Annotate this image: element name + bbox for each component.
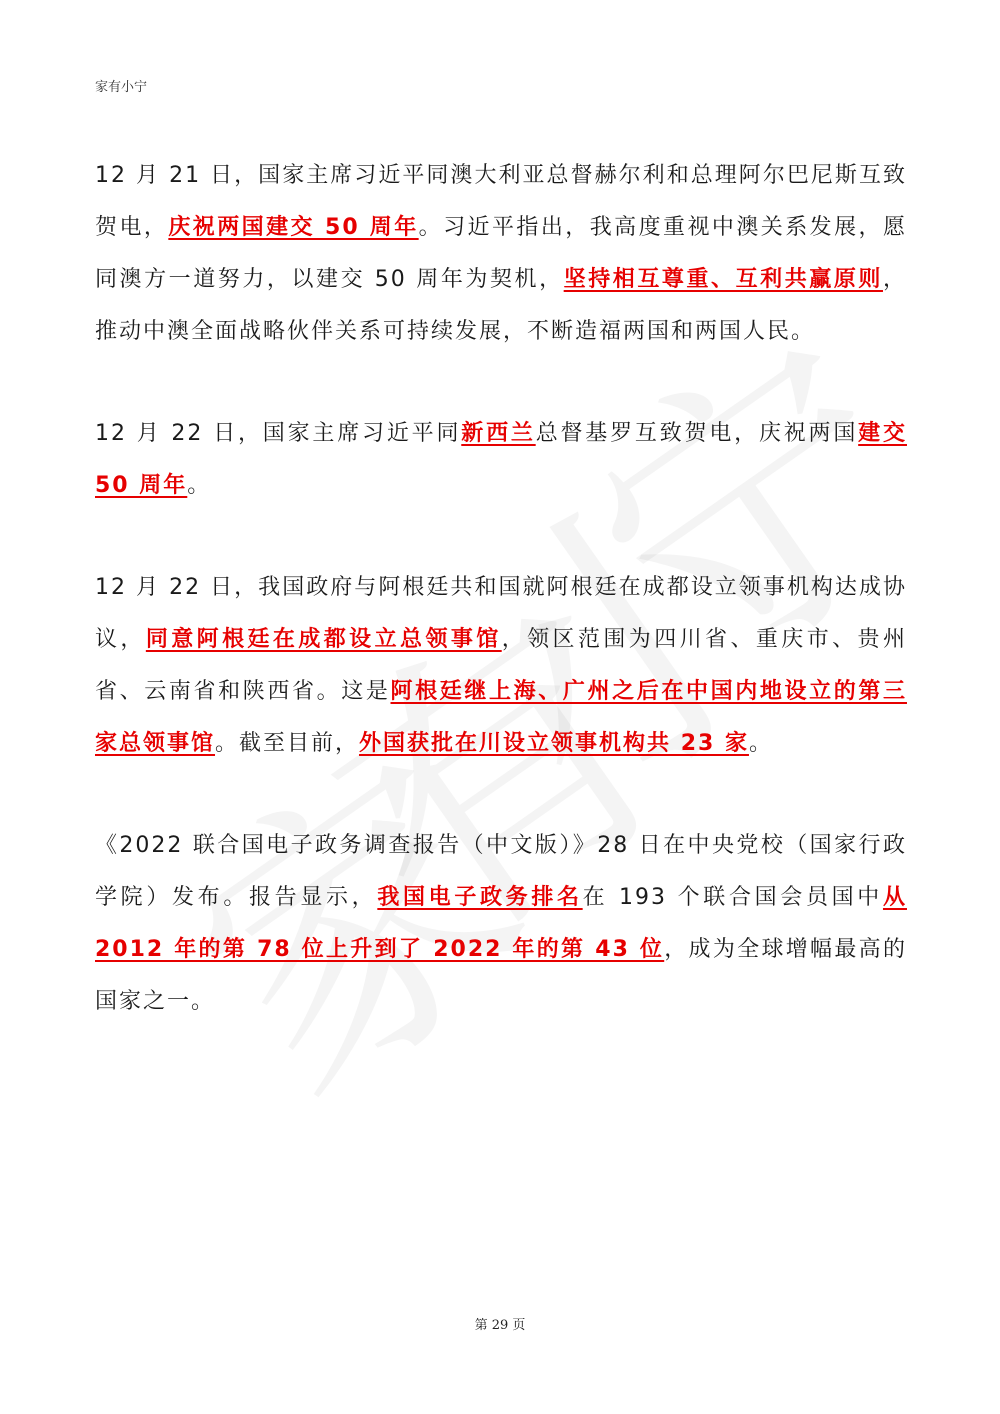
highlight-segment: 从 2012 年的第 78 位上升到了 2022 年的第 43 位	[95, 885, 907, 962]
highlight-segment: 外国获批在川设立领事机构共 23 家	[359, 731, 749, 756]
text-segment: 12 月 21 日，国家主席习近平同澳大利亚总督赫尔利和总理阿尔巴尼斯互致贺电，	[95, 163, 907, 240]
paragraph-australia	[95, 150, 907, 358]
text-segment: 总督基罗互致贺电，庆祝两国	[535, 421, 859, 446]
text-segment: 。	[187, 473, 212, 498]
text-segment: 在 193 个联合国会员国中	[582, 885, 883, 910]
text-segment: 《2022 联合国电子政务调查报告（中文版）》28 日在中央党校（国家行政学院）发布。报告显示，	[95, 833, 907, 910]
text-segment: 12 月 22 日，国家主席习近平同	[95, 421, 462, 446]
text-segment: 12 月 22 日，我国政府与阿根廷共和国就阿根廷在成都设立领事机构达成协议，	[95, 575, 907, 652]
paragraph-argentina	[95, 562, 907, 770]
highlight-segment: 坚持相互尊重、互利共赢原则	[563, 267, 883, 292]
highlight-segment: 我国电子政务排名	[377, 885, 583, 910]
page-number: 第 29 页	[474, 1318, 526, 1333]
text-segment: ，领区范围为四川省、重庆市、贵州省、云南省和陕西省。这是	[95, 627, 907, 704]
text-segment: 。	[748, 731, 773, 756]
highlight-segment: 阿根廷继上海、广州之后在中国内地设立的第三家总领事馆	[95, 679, 907, 756]
text-segment: ，成为全球增幅最高的国家之一。	[95, 937, 907, 1014]
highlight-segment: 庆祝两国建交 50 周年	[168, 215, 419, 240]
paragraph-new-zealand	[95, 408, 907, 512]
text-segment: 。习近平指出，我高度重视中澳关系发展，愿同澳方一道努力，以建交 50 周年为契机，	[95, 215, 907, 292]
highlight-segment: 建交 50 周年	[95, 421, 907, 498]
highlight-segment: 同意阿根廷在成都设立总领事馆	[145, 627, 502, 652]
document-body	[95, 150, 907, 1078]
page-header: 家有小宁	[95, 80, 148, 95]
text-segment: ，推动中澳全面战略伙伴关系可持续发展，不断造福两国和两国人民。	[95, 267, 907, 344]
paragraph-e-government	[95, 820, 907, 1028]
highlight-segment: 新西兰	[461, 421, 536, 446]
text-segment: 。截至目前，	[215, 731, 360, 756]
